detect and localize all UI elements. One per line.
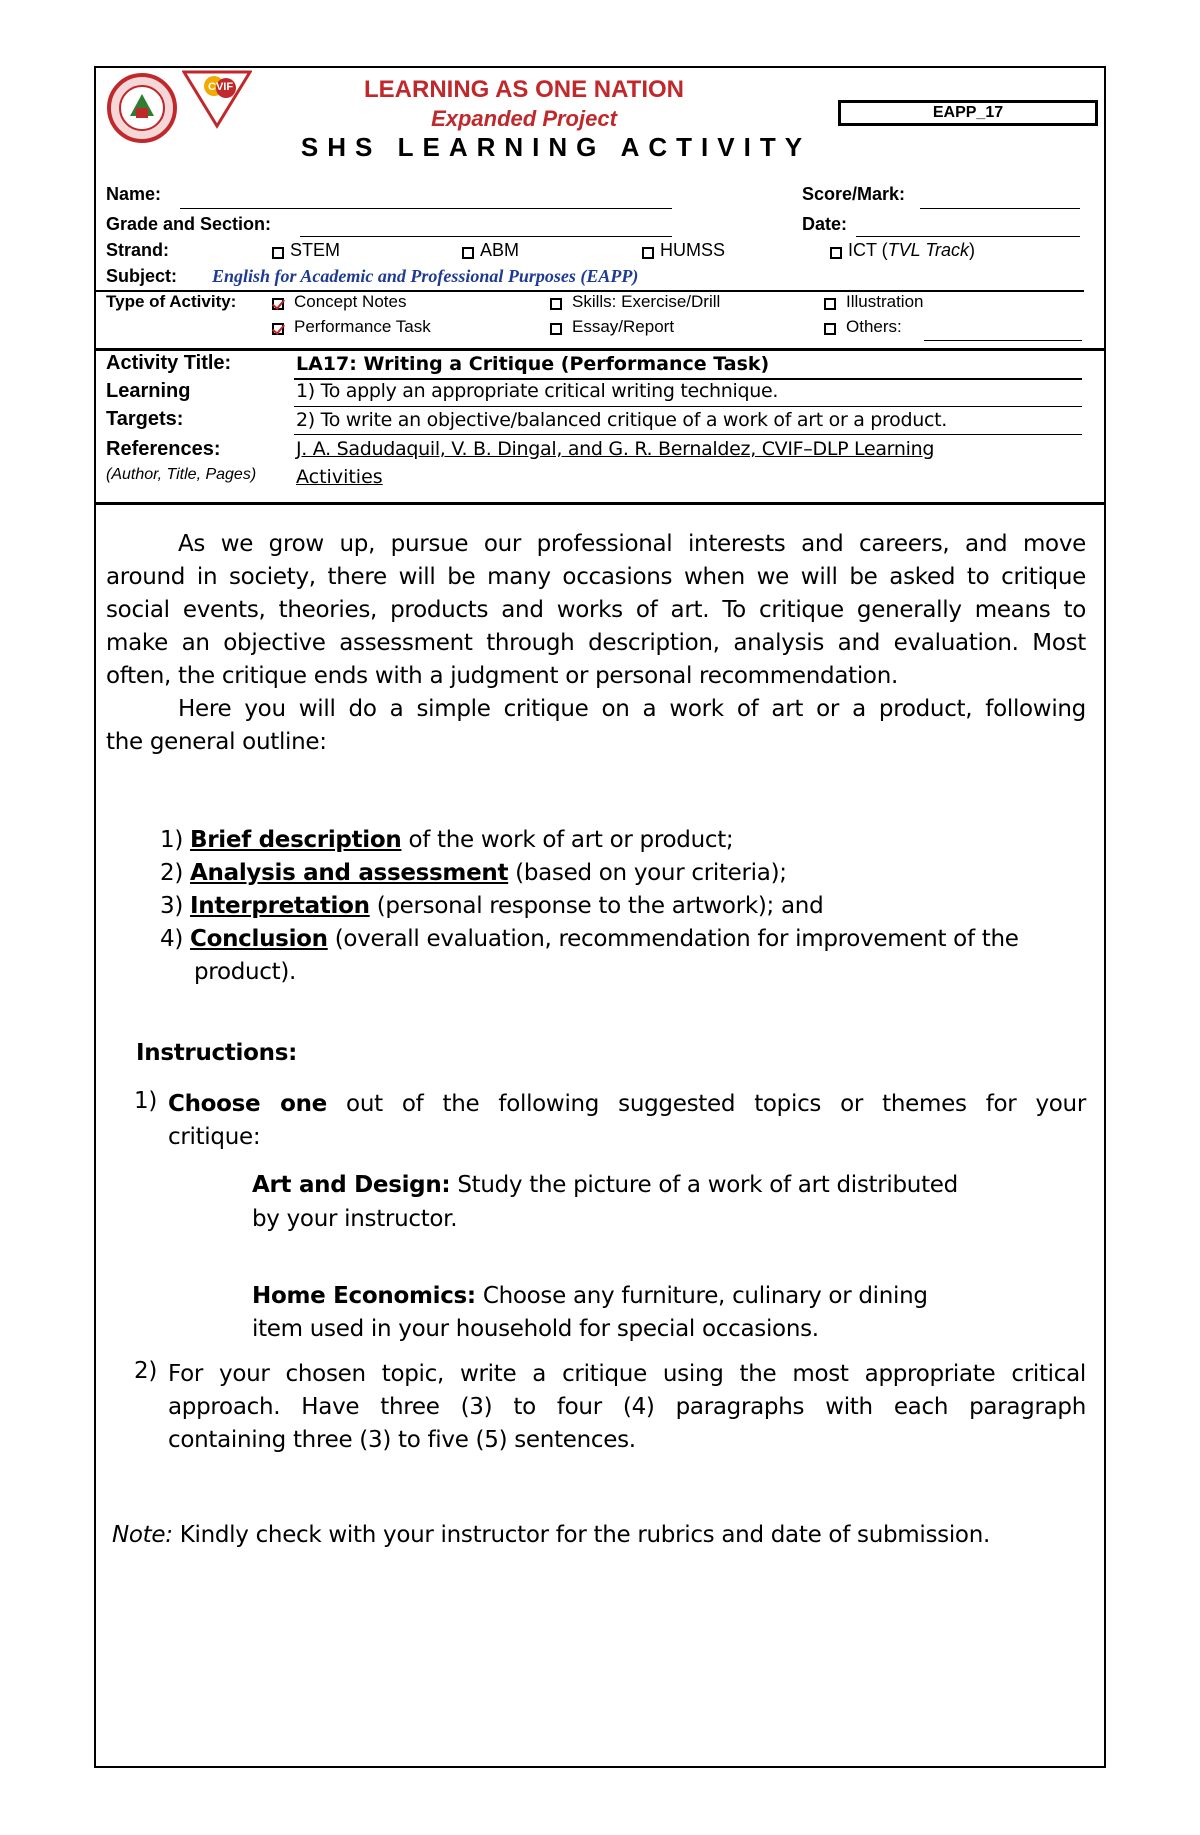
grade-line [300, 236, 672, 237]
references-line-2: Activities [296, 466, 383, 488]
outline-num: 3) [160, 893, 184, 919]
instruction-2-block [134, 1358, 1086, 1457]
activity-sheet [94, 66, 1106, 1768]
ict-checkbox[interactable] [830, 247, 842, 259]
note-label: Note: [112, 1522, 173, 1548]
skills-checkbox[interactable] [550, 298, 562, 310]
target-1-line [294, 406, 1082, 407]
outline-num: 4) [160, 926, 184, 952]
school-seal-logo [106, 72, 178, 144]
target-2-line [294, 434, 1082, 435]
humss-label: HUMSS [660, 240, 726, 260]
intro-line-2: around in society, there will be many occasions when we will be asked to critique [106, 564, 1086, 590]
outline-item [160, 857, 1090, 890]
outline-term: Interpretation [190, 893, 370, 919]
outline-cont: product). [194, 959, 297, 985]
instruction-2-line-2: approach. Have three (3) to four (4) paragraphs with each paragraph [168, 1394, 1086, 1420]
instruction-2 [134, 1358, 1086, 1457]
instruction-1-line-1 [168, 1088, 1086, 1121]
name-line [180, 208, 672, 209]
instruction-2-line-1: For your chosen topic, write a critique using the most appropriate critical [168, 1361, 1086, 1387]
home-economics-label: Home Economics: [252, 1283, 476, 1309]
essay-label: Essay/Report [572, 317, 675, 336]
concept-notes-checkbox[interactable] [272, 298, 284, 310]
references-sub: (Author, Title, Pages) [106, 466, 257, 483]
outline-list [160, 824, 1090, 989]
instruction-1-rest: out of the following suggested topics or themes for your [326, 1091, 1086, 1117]
others-label: Others: [846, 317, 902, 336]
instruction-1-num: 1) [134, 1088, 158, 1114]
art-design-label: Art and Design: [252, 1172, 451, 1198]
section-divider-bottom [96, 502, 1106, 505]
target-1: 1) To apply an appropriate critical writing technique. [296, 380, 779, 402]
instruction-1-bold: Choose one [168, 1091, 327, 1117]
abm-checkbox[interactable] [462, 247, 474, 259]
art-design-text: Study the picture of a work of art distributed [450, 1172, 958, 1198]
intro-line-5: often, the critique ends with a judgment or personal recommendation. [106, 663, 898, 689]
instruction-2-line-3: containing three (3) to five (5) sentences. [168, 1427, 636, 1453]
humss-checkbox[interactable] [642, 247, 654, 259]
art-design-line-1 [252, 1168, 958, 1202]
art-design-line-2: by your instructor. [252, 1206, 458, 1232]
program-title: LEARNING AS ONE NATION [363, 76, 684, 103]
activity-code-box: EAPP_17 [838, 100, 1098, 126]
date-label: Date: [802, 214, 848, 234]
note-text: Kindly check with your instructor for the rubrics and date of submission. [172, 1522, 990, 1548]
home-economics-text: Choose any furniture, culinary or dining [475, 1283, 928, 1309]
others-line [924, 340, 1082, 341]
note [112, 1522, 990, 1548]
abm-label: ABM [480, 240, 520, 260]
outline-term: Brief description [190, 827, 402, 853]
art-design-topic [252, 1168, 958, 1236]
references-label: References: [106, 438, 221, 460]
outline-intro-line-2: the general outline: [106, 729, 327, 755]
illustration-checkbox[interactable] [824, 298, 836, 310]
subject-value: English for Academic and Professional Purposes (EAPP) [212, 266, 639, 286]
dlp-logo [182, 68, 252, 130]
target-2: 2) To write an objective/balanced critique of a work of art or a product. [296, 409, 948, 431]
instruction-1-block [134, 1088, 1086, 1154]
score-line [920, 208, 1080, 209]
targets-label-2: Targets: [106, 408, 184, 430]
svg-text:CVIF: CVIF [208, 81, 234, 93]
program-subtitle: Expanded Project [431, 106, 617, 131]
outline-term: Conclusion [190, 926, 328, 952]
intro-paragraph [106, 528, 1086, 759]
intro-line-3: social events, theories, products and works of art. To critique generally means to [106, 597, 1086, 623]
activity-heading: SHS LEARNING ACTIVITY [300, 132, 812, 162]
outline-item [160, 890, 1090, 923]
targets-label-1: Learning [106, 380, 191, 402]
strand-label: Strand: [106, 240, 169, 260]
instruction-1 [134, 1088, 1086, 1154]
concept-notes-label: Concept Notes [294, 292, 407, 311]
stem-checkbox[interactable] [272, 247, 284, 259]
outline-rest: (overall evaluation, recommendation for improvement of the [327, 926, 1019, 952]
ict-track: TVL Track [887, 240, 970, 260]
subject-label: Subject: [106, 266, 178, 286]
grade-label: Grade and Section: [106, 214, 272, 234]
illustration-label: Illustration [846, 292, 924, 311]
outline-rest: of the work of art or product; [401, 827, 734, 853]
instruction-2-num: 2) [134, 1358, 158, 1384]
activity-title-value: LA17: Writing a Critique (Performance Task) [296, 353, 770, 375]
outline-num: 2) [160, 860, 184, 886]
home-economics-topic [252, 1280, 928, 1346]
outline-intro-line-1: Here you will do a simple critique on a work of art or a product, following [178, 696, 1086, 722]
outline-rest: (based on your criteria); [508, 860, 787, 886]
skills-label: Skills: Exercise/Drill [572, 292, 721, 311]
instruction-1-line-2: critique: [168, 1124, 261, 1150]
date-line [856, 236, 1080, 237]
name-label: Name: [106, 184, 162, 204]
essay-checkbox[interactable] [550, 323, 562, 335]
intro-line-4: make an objective assessment through description, analysis and evaluation. Most [106, 630, 1086, 656]
intro-line-1: As we grow up, pursue our professional interests and careers, and move [178, 531, 1086, 557]
section-divider-top [96, 348, 1106, 351]
ict-prefix: ICT ( [848, 240, 888, 260]
home-economics-line-1 [252, 1280, 928, 1313]
instructions-label: Instructions: [136, 1040, 298, 1066]
performance-task-label: Performance Task [294, 317, 431, 336]
outline-rest: (personal response to the artwork); and [369, 893, 824, 919]
performance-task-checkbox[interactable] [272, 323, 284, 335]
activity-title-label: Activity Title: [106, 352, 232, 374]
score-label: Score/Mark: [802, 184, 906, 204]
stem-label: STEM [290, 240, 341, 260]
type-label: Type of Activity: [106, 292, 237, 311]
outline-item [160, 824, 1090, 857]
ict-suffix: ) [969, 240, 976, 260]
references-line-1: J. A. Sadudaquil, V. B. Dingal, and G. R. Bernaldez, CVIF–DLP Learning [296, 438, 935, 460]
ict-label [848, 240, 975, 261]
outline-num: 1) [160, 827, 184, 853]
outline-item [160, 923, 1090, 956]
outline-term: Analysis and assessment [190, 860, 509, 886]
home-economics-line-2: item used in your household for special occasions. [252, 1316, 819, 1342]
others-checkbox[interactable] [824, 323, 836, 335]
